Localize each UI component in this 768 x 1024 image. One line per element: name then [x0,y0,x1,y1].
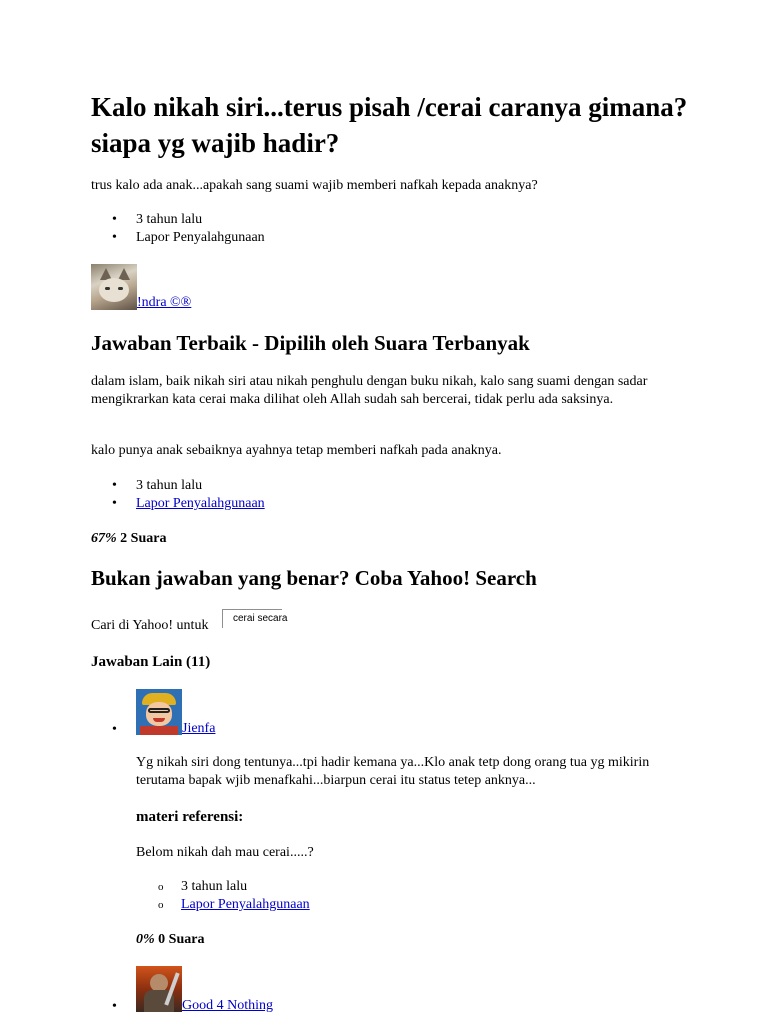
best-answer-report-item [91,495,265,513]
glasses-icon [148,708,170,713]
best-answer-heading: Jawaban Terbaik - Dipilih oleh Suara Terbanyak [91,331,530,355]
answerer-avatar[interactable] [136,966,182,1012]
question-meta-list [91,211,265,247]
answer-bullet: • [112,722,117,737]
best-answer-meta-list [91,477,265,513]
other-answer-report-item [136,896,310,914]
asker-avatar[interactable] [91,264,137,310]
search-heading: Bukan jawaban yang benar? Coba Yahoo! Search [91,566,537,590]
cat-eye-icon [118,287,123,290]
cat-eye-icon [105,287,110,290]
vote-percent: 0% [136,932,155,947]
answerer-name-link[interactable]: Good 4 Nothing [182,998,273,1013]
question-report-link[interactable]: • Lapor Penyalahgunaan [91,229,265,247]
vote-count: 2 Suara [120,531,167,546]
best-answer-votes [91,530,166,548]
best-answer-time: • 3 tahun lalu [91,477,265,495]
cat-face-icon [99,278,129,302]
reference-text: Belom nikah dah mau cerai.....? [136,845,314,860]
answerer-name-link[interactable]: Jienfa [182,721,216,736]
reference-heading: materi referensi: [136,809,244,825]
other-answers-heading: Jawaban Lain (11) [91,654,211,670]
best-answer-paragraph-1: dalam islam, baik nikah siri atau nikah penghulu dengan buku nikah, kalo sang suami dengan sadar mengikrarkan kata cerai maka dilihat oleh Allah sudah sah bercerai, tidak perlu ada saksinya. [91,374,648,407]
other-answer-text: Yg nikah siri dong tentunya...tpi hadir kemana ya...Klo anak tetp dong orang tua yg mikirin terutama bapak wjib menafkahi...biarpun cerai itu status tetep anknya... [136,755,650,788]
question-title: Kalo nikah siri...terus pisah /cerai caranya gimana?siapa yg wajib hadir? [91,92,688,158]
face-icon [146,702,172,726]
question-time: • 3 tahun lalu [91,211,265,229]
vote-count: 0 Suara [158,932,205,947]
answer-bullet: • [112,999,117,1014]
vote-percent: 67% [91,531,117,546]
other-answer-votes [136,931,204,949]
other-answer-time: o 3 tahun lalu [136,878,310,896]
best-answer-paragraph-2: kalo punya anak sebaiknya ayahnya tetap memberi nafkah pada anaknya. [91,443,502,458]
yahoo-search-row [91,609,391,633]
asker-name-link[interactable]: !ndra ©® [137,295,192,310]
other-answer-meta-list [136,878,310,914]
other-answer-report-link[interactable]: Lapor Penyalahgunaan [181,897,310,912]
shirt-icon [140,726,178,735]
best-answer-report-link[interactable]: Lapor Penyalahgunaan [136,496,265,511]
question-detail: trus kalo ada anak...apakah sang suami wajib memberi nafkah kepada anaknya? [91,178,538,193]
search-label: Cari di Yahoo! untuk [91,618,209,633]
answerer-avatar[interactable] [136,689,182,735]
search-input[interactable]: cerai secara [222,609,282,628]
